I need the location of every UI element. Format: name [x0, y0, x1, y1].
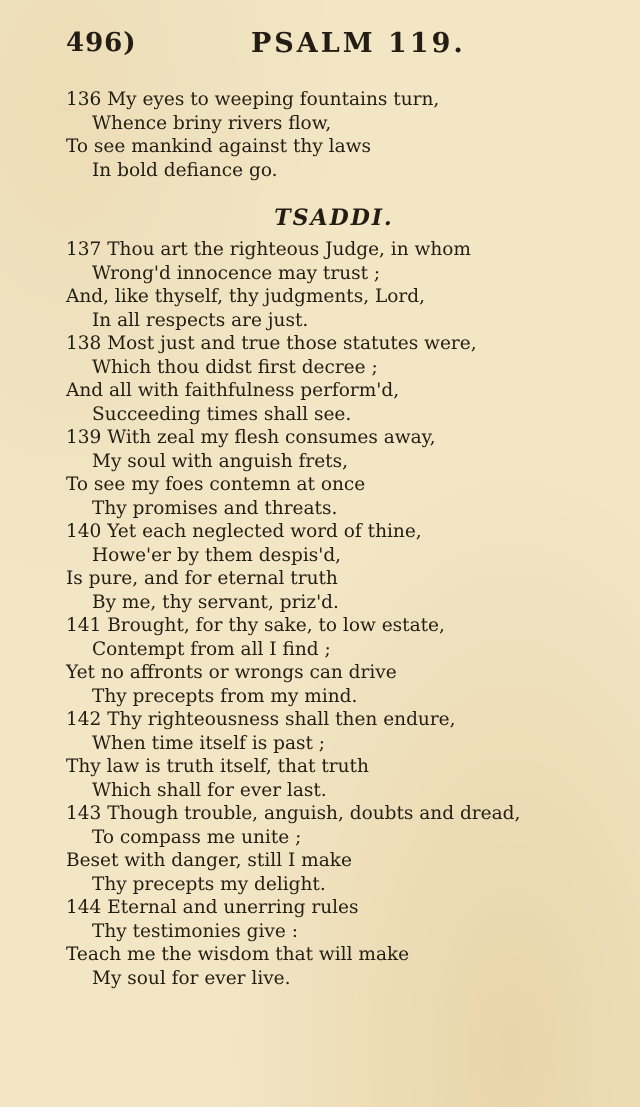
stanza-137	[0, 238, 640, 332]
verse-line: 139 With zeal my flesh consumes away,	[66, 427, 436, 448]
verse-number: 142	[66, 709, 102, 730]
verse-line: 138 Most just and true those statutes were,	[66, 333, 477, 354]
verse-line: Contempt from all I find ;	[92, 638, 331, 660]
verse-line: 140 Yet each neglected word of thine,	[66, 521, 422, 542]
verse-line: Thy precepts from my mind.	[92, 685, 358, 707]
verse-line: Thy precepts my delight.	[92, 873, 326, 895]
verse-line: 144 Eternal and unerring rules	[66, 897, 359, 918]
stanza-140	[0, 520, 640, 614]
stanza-143	[0, 802, 640, 896]
verse-line: Teach me the wisdom that will make	[66, 944, 410, 965]
section-heading: TSADDI.	[274, 205, 394, 231]
verse-line: Howe'er by them despis'd,	[92, 544, 342, 566]
verse-line: Thy testimonies give :	[92, 920, 298, 942]
stanza-138	[0, 332, 640, 426]
verse-line: To see mankind against thy laws	[66, 136, 371, 157]
verse-line: 143 Though trouble, anguish, doubts and dread,	[66, 803, 521, 824]
stanza-136	[0, 88, 640, 182]
verse-line: And, like thyself, thy judgments, Lord,	[66, 286, 425, 307]
verse-line: In bold defiance go.	[92, 159, 278, 181]
running-title: PSALM 119.	[251, 28, 466, 59]
verse-number: 144	[66, 897, 102, 918]
stanza-144	[0, 896, 640, 990]
verse-line: Is pure, and for eternal truth	[66, 568, 338, 589]
verse-line: Thy promises and threats.	[92, 497, 338, 519]
verse-number: 143	[66, 803, 102, 824]
verse-line: Beset with danger, still I make	[66, 850, 352, 871]
verse-line: 136 My eyes to weeping fountains turn,	[66, 89, 440, 110]
stanza-139	[0, 426, 640, 520]
verse-line: Which shall for ever last.	[92, 779, 327, 801]
verse-line: Which thou didst first decree ;	[92, 356, 378, 378]
verse-line: 137 Thou art the righteous Judge, in whom	[66, 239, 471, 260]
verse-line: By me, thy servant, priz'd.	[92, 591, 339, 613]
verse-number: 138	[66, 333, 102, 354]
verse-line: Succeeding times shall see.	[92, 403, 352, 425]
page-number: 496)	[66, 28, 137, 58]
verse-line: Yet no affronts or wrongs can drive	[66, 662, 397, 683]
verse-line: To compass me unite ;	[92, 826, 302, 848]
verse-line: When time itself is past ;	[92, 732, 326, 754]
verse-line: Thy law is truth itself, that truth	[66, 756, 369, 777]
verse-line: My soul for ever live.	[92, 967, 291, 989]
verse-line: Whence briny rivers flow,	[92, 112, 332, 134]
stanza-142	[0, 708, 640, 802]
verse-line: In all respects are just.	[92, 309, 309, 331]
stanza-141	[0, 614, 640, 708]
verse-number: 140	[66, 521, 102, 542]
verse-line: To see my foes contemn at once	[66, 474, 366, 495]
verse-number: 139	[66, 427, 102, 448]
verse-number: 137	[66, 239, 102, 260]
verse-line: And all with faithfulness perform'd,	[66, 380, 400, 401]
page-header	[66, 28, 580, 64]
verse-line: 142 Thy righteousness shall then endure,	[66, 709, 456, 730]
verse-line: My soul with anguish frets,	[92, 450, 348, 472]
verse-line: Wrong'd innocence may trust ;	[92, 262, 381, 284]
verse-number: 136	[66, 89, 102, 110]
verse-number: 141	[66, 615, 102, 636]
verse-line: 141 Brought, for thy sake, to low estate,	[66, 615, 445, 636]
